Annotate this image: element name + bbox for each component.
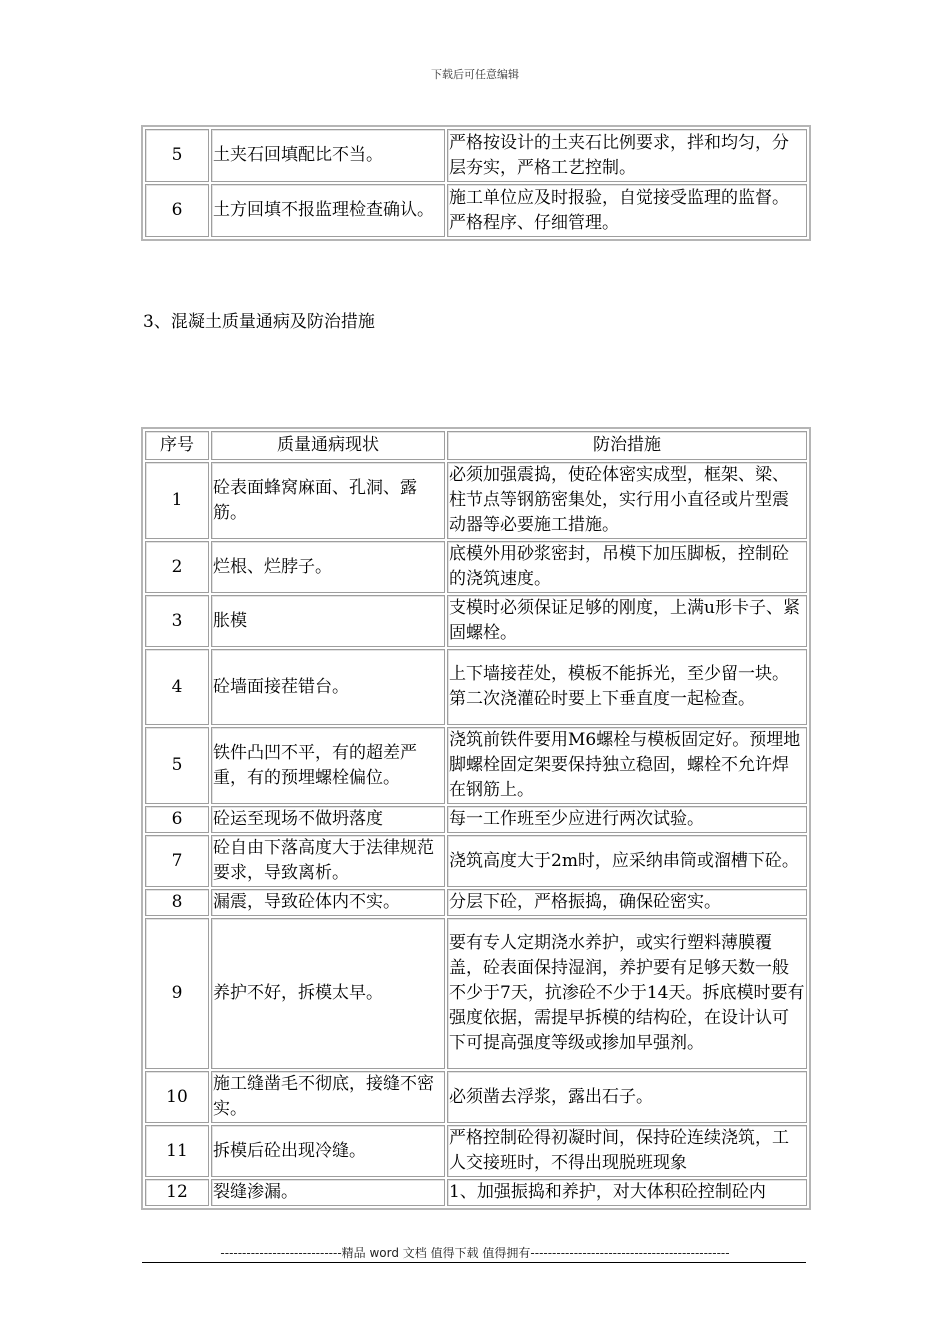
footer-rule (142, 1262, 806, 1263)
row-issue: 土方回填不报监理检查确认。 (211, 184, 445, 237)
row-measure: 要有专人定期浇水养护，或实行塑料薄膜覆盖，砼表面保持湿润，养护要有足够天数一般不少于7天，抗渗砼不少于14天。拆底模时要有强度依据，需提早拆模的结构砼，在设计认可下可提高强度等级或掺加早强剂。 (447, 918, 807, 1069)
row-number: 9 (145, 918, 209, 1069)
row-number: 5 (145, 129, 209, 182)
row-issue: 砼自由下落高度大于法律规范要求，导致离析。 (211, 835, 445, 887)
row-number: 3 (145, 595, 209, 647)
section-title: 3、混凝土质量通病及防治措施 (143, 312, 375, 332)
row-issue: 施工缝凿毛不彻底，接缝不密实。 (211, 1071, 445, 1123)
footer-text: ----------------------------精品 word 文档 值得下载 值得拥有---------------------------------------------- (220, 1246, 730, 1260)
table-row (145, 1179, 807, 1206)
row-measure: 浇筑前铁件要用M6螺栓与模板固定好。预埋地脚螺栓固定架要保持独立稳固，螺栓不允许焊在钢筋上。 (447, 727, 807, 804)
row-issue: 漏震，导致砼体内不实。 (211, 889, 445, 916)
table-row (145, 918, 807, 1069)
row-issue: 砼运至现场不做坍落度 (211, 806, 445, 833)
row-number: 6 (145, 806, 209, 833)
row-issue: 胀模 (211, 595, 445, 647)
table-row (145, 541, 807, 593)
row-measure: 浇筑高度大于2m时，应采纳串筒或溜槽下砼。 (447, 835, 807, 887)
table-row (145, 889, 807, 916)
row-number: 4 (145, 649, 209, 725)
row-number: 2 (145, 541, 209, 593)
table-row (145, 1071, 807, 1123)
row-measure: 底模外用砂浆密封，吊模下加压脚板，控制砼的浇筑速度。 (447, 541, 807, 593)
header-no: 序号 (145, 431, 209, 460)
row-issue: 烂根、烂脖子。 (211, 541, 445, 593)
row-measure: 分层下砼，严格振捣，确保砼密实。 (447, 889, 807, 916)
row-number: 10 (145, 1071, 209, 1123)
row-number: 1 (145, 462, 209, 539)
header-measure: 防治措施 (447, 431, 807, 460)
header-issue: 质量通病现状 (211, 431, 445, 460)
row-issue: 土夹石回填配比不当。 (211, 129, 445, 182)
row-issue: 拆模后砼出现冷缝。 (211, 1125, 445, 1177)
row-number: 7 (145, 835, 209, 887)
row-measure: 必须加强震捣，使砼体密实成型，框架、梁、柱节点等钢筋密集处，实行用小直径或片型震动器等必要施工措施。 (447, 462, 807, 539)
table-row (145, 184, 807, 237)
table-row (145, 462, 807, 539)
table-row (145, 727, 807, 804)
row-issue: 铁件凸凹不平，有的超差严重，有的预埋螺栓偏位。 (211, 727, 445, 804)
table-concrete-defects (141, 427, 811, 1210)
row-measure: 施工单位应及时报验，自觉接受监理的监督。严格程序、仔细管理。 (447, 184, 807, 237)
row-number: 6 (145, 184, 209, 237)
row-measure: 每一工作班至少应进行两次试验。 (447, 806, 807, 833)
table-row (145, 806, 807, 833)
table-row (145, 595, 807, 647)
row-measure: 支模时必须保证足够的刚度，上满u形卡子、紧固螺栓。 (447, 595, 807, 647)
row-measure: 严格按设计的土夹石比例要求，拌和均匀，分层夯实，严格工艺控制。 (447, 129, 807, 182)
row-number: 5 (145, 727, 209, 804)
table-earth-backfill (141, 125, 811, 241)
row-measure: 严格控制砼得初凝时间，保持砼连续浇筑，工人交接班时，不得出现脱班现象 (447, 1125, 807, 1177)
row-measure: 上下墙接茬处，模板不能拆光，至少留一块。第二次浇灌砼时要上下垂直度一起检查。 (447, 649, 807, 725)
row-number: 11 (145, 1125, 209, 1177)
table-header-row (145, 431, 807, 460)
row-number: 8 (145, 889, 209, 916)
table-row (145, 1125, 807, 1177)
row-issue: 砼墙面接茬错台。 (211, 649, 445, 725)
table-row (145, 649, 807, 725)
row-issue: 裂缝渗漏。 (211, 1179, 445, 1206)
row-measure: 1、加强振捣和养护，对大体积砼控制砼内 (447, 1179, 807, 1206)
header-note: 下载后可任意编辑 (431, 68, 519, 81)
row-number: 12 (145, 1179, 209, 1206)
table-row (145, 835, 807, 887)
row-measure: 必须凿去浮浆，露出石子。 (447, 1071, 807, 1123)
row-issue: 养护不好，拆模太早。 (211, 918, 445, 1069)
table-row (145, 129, 807, 182)
row-issue: 砼表面蜂窝麻面、孔洞、露筋。 (211, 462, 445, 539)
